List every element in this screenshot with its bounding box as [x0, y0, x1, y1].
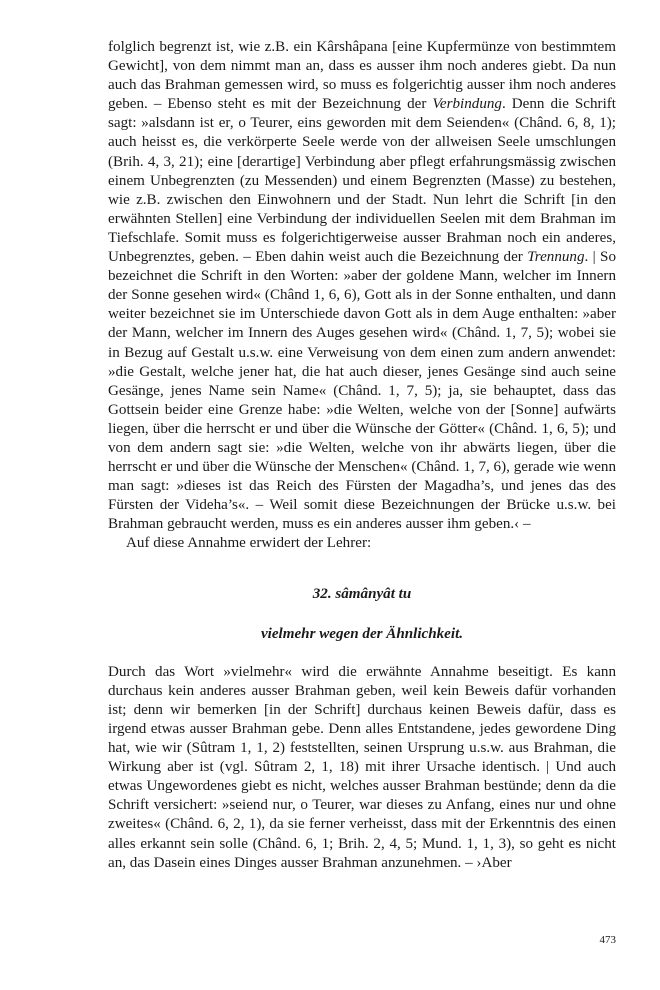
- text-run: . Denn die Schrift sagt: »alsdann ist er, o Teurer, eins geworden mit dem Seienden« (Chând. 6, 8, 1); auch heisst es, die verkörperte Seele werde von der allweisen Seele umschlungen (Brih. 4, 3, 21); eine [derartige] Verbindung aber pflegt erfahrungsmässig zwischen einem Unbegrenzten (zu Messenden) und einem Begrenzten (Masse) zu bestehen, wie z.B. zwischen den Einwohnern und der Stadt. Nun lehrt die Schrift [in den erwähnten Stellen] eine Verbindung der individuellen Seelen mit dem Brahman im Tiefschlafe. Somit muss es folgerichtigerweise ausser Brahman noch ein anderes, Unbegrenztes, geben. – Eben dahin weist auch die Bezeichnung der: [108, 96, 616, 266]
- paragraph-commentary: Durch das Wort »vielmehr« wird die erwähnte Annahme beseitigt. Es kann durchaus kein anderes ausser Brahman geben, weil kein Beweis dafür vorhanden ist; denn wir bemerken [in der Schrift] durchaus keinen Beweis dafür, dass es irgend etwas ausser Brahman gebe. Denn alles Entstandene, jedes gewordene Ding hat, wie wir (Sûtram 1, 1, 2) feststellten, seinen Ursprung u.s.w. aus Brahman, die Wirkung aber ist (vgl. Sûtram 2, 1, 18) mit ihrer Ursache identisch. | Und auch etwas Ungewordenes giebt es nicht, welches ausser Brahman bestünde; denn da die Schrift versichert: »seiend nur, o Teurer, war dieses zu Anfang, eines nur und ohne zweites« (Chând. 6, 2, 1), da sie ferner verheisst, dass mit der Erkenntnis des einen alles erkannt sein solle (Chând. 6, 1; Brih. 2, 4, 5; Mund. 1, 1, 3), so geht es nicht an, das Dasein eines Dinges ausser Brahman anzunehmen. – ›Aber: [108, 663, 616, 871]
- text-run: folglich begrenzt ist, wie z.B. ein Kârshâpana [eine Kupfermünze von bestimmtem Gewicht], von dem nimmt man an, dass es ausser ihm noch anderes giebt. Da nun auch das Brahman gemessen wird, so muss es folgerichtig ausser ihm noch anderes geben. – Ebenso steht es mit der Bezeichnung der: [108, 39, 616, 113]
- text-run: . | So bezeichnet die Schrift in den Worten: »aber der goldene Mann, welcher im Innern der Sonne gesehen wird« (Chând 1, 6, 6), Gott als in der Sonne enthalten, und dann weiter bezeichnet sie im Unterschiede davon Gott als in dem Auge enthalten: »aber der Mann, welcher im Innern des Auges gesehen wird« (Chând. 1, 7, 5); wobei sie in Bezug auf Gestalt u.s.w. eine Verweisung von dem einen zum andern anwendet: »die Gestalt, welche jener hat, die hat auch dieser, jenes Gesänge sind auch seine Gesänge, jenes Name sein Name« (Chând. 1, 7, 5); ja, sie behauptet, dass das Gottsein beider eine Grenze habe: »die Welten, welche von der [Sonne] aufwärts liegen, über die herrscht er und über die Wünsche der Götter« (Chând. 1, 6, 5); und von dem andern sagt sie: »die Welten, welche von ihr abwärts liegen, über die herrscht er und über die Wünsche der Menschen« (Chând. 1, 7, 6), gerade wie wenn man sagt: »dieses ist das Reich des Fürsten der Magadha’s, und jenes das des Fürsten der Videha’s«. – Weil somit diese Bezeichnungen der Brücke u.s.w. bei Brahman gebraucht werden, muss es ein anderes ausser ihm geben.‹ –: [108, 249, 616, 533]
- sutra-translation-heading: vielmehr wegen der Ähnlichkeit.: [260, 625, 464, 642]
- page-body: [108, 38, 616, 873]
- paragraph-teacher-reply: Auf diese Annahme erwidert der Lehrer:: [126, 535, 372, 552]
- sutra-heading: 32. sâmânyât tu: [312, 585, 412, 602]
- page-number: 473: [599, 934, 616, 946]
- paragraph-argument: [108, 38, 616, 534]
- emphasized-term-trennung: Trennung: [527, 249, 585, 266]
- emphasized-term-verbindung: Verbindung: [432, 96, 502, 113]
